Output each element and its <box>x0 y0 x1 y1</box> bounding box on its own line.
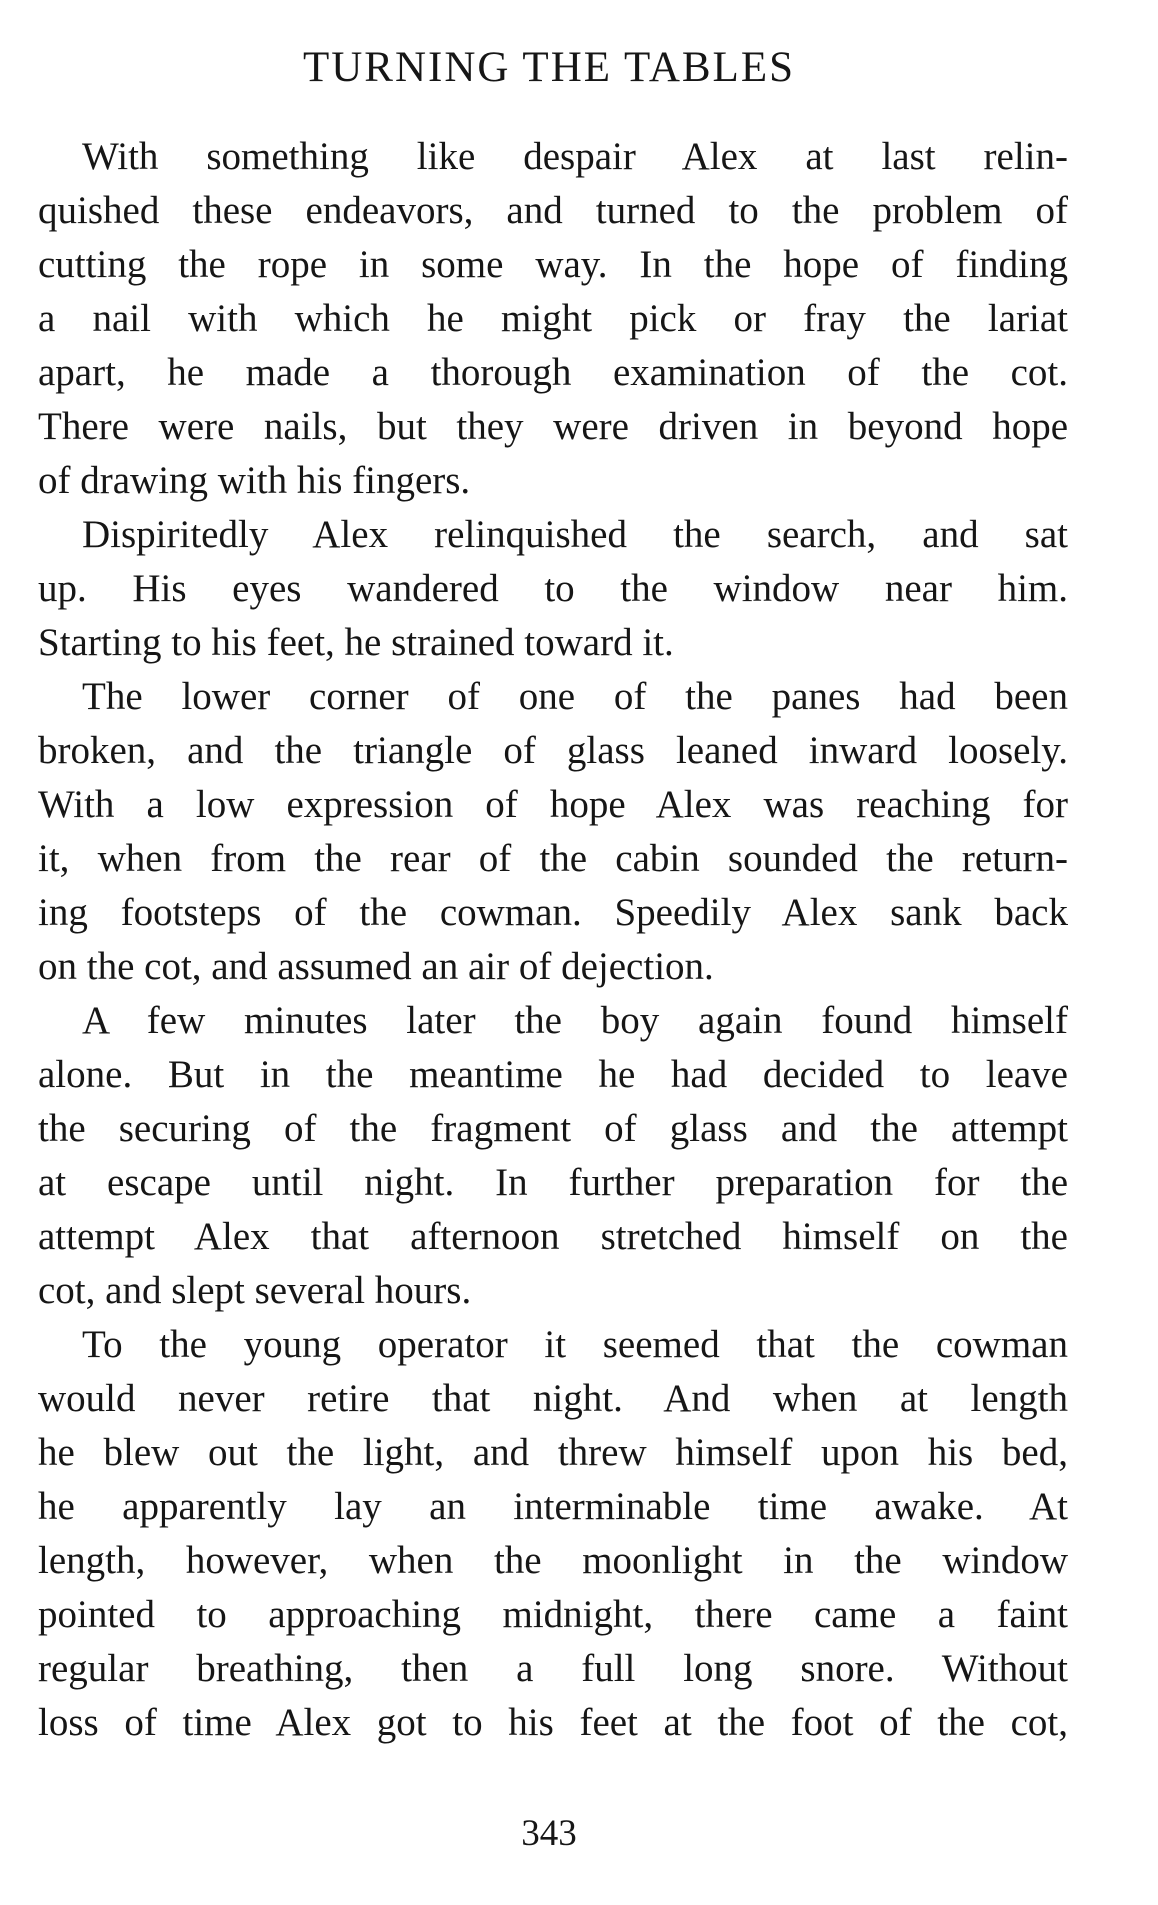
text-line: Starting to his feet, he strained toward it. <box>38 621 674 664</box>
text-line: it, when from the rear of the cabin sounded the return- <box>38 837 1068 880</box>
text-line: broken, and the triangle of glass leaned inward loosely. <box>38 729 1068 772</box>
text-line: on the cot, and assumed an air of dejection. <box>38 945 714 988</box>
text-line: With something like despair Alex at last relin- <box>82 135 1068 178</box>
text-line: ing footsteps of the cowman. Speedily Alex sank back <box>38 891 1068 934</box>
text-line: A few minutes later the boy again found himself <box>82 999 1068 1042</box>
text-line: Dispiritedly Alex relinquished the search, and sat <box>82 513 1068 556</box>
text-line: of drawing with his fingers. <box>38 459 471 502</box>
text-line: alone. But in the meantime he had decided to leave <box>38 1053 1068 1096</box>
running-head: TURNING THE TABLES <box>302 44 795 91</box>
text-line: There were nails, but they were driven in beyond hope <box>38 405 1068 448</box>
text-line: cutting the rope in some way. In the hope of finding <box>38 243 1068 286</box>
text-line: attempt Alex that afternoon stretched himself on the <box>38 1215 1068 1258</box>
text-line: pointed to approaching midnight, there came a faint <box>38 1593 1068 1636</box>
text-line: The lower corner of one of the panes had been <box>82 675 1068 718</box>
text-line: the securing of the fragment of glass and the attempt <box>38 1107 1068 1150</box>
text-line: would never retire that night. And when at length <box>38 1377 1068 1420</box>
text-line: loss of time Alex got to his feet at the foot of the cot, <box>38 1701 1068 1744</box>
text-line: he apparently lay an interminable time awake. At <box>38 1485 1068 1528</box>
text-line: regular breathing, then a full long snore. Without <box>38 1647 1068 1690</box>
text-line: cot, and slept several hours. <box>38 1269 472 1312</box>
text-line: With a low expression of hope Alex was reaching for <box>38 783 1068 826</box>
text-line: at escape until night. In further preparation for the <box>38 1161 1068 1204</box>
text-line: up. His eyes wandered to the window near him. <box>38 567 1068 610</box>
text-line: length, however, when the moonlight in the window <box>38 1539 1068 1582</box>
text-line: quished these endeavors, and turned to the problem of <box>38 189 1068 232</box>
text-line: To the young operator it seemed that the cowman <box>82 1323 1068 1366</box>
text-line: apart, he made a thorough examination of the cot. <box>38 351 1068 394</box>
body-text <box>38 130 1068 1750</box>
text-line: a nail with which he might pick or fray the lariat <box>38 297 1068 340</box>
page-number: 343 <box>521 1813 577 1854</box>
text-line: he blew out the light, and threw himself upon his bed, <box>38 1431 1068 1474</box>
